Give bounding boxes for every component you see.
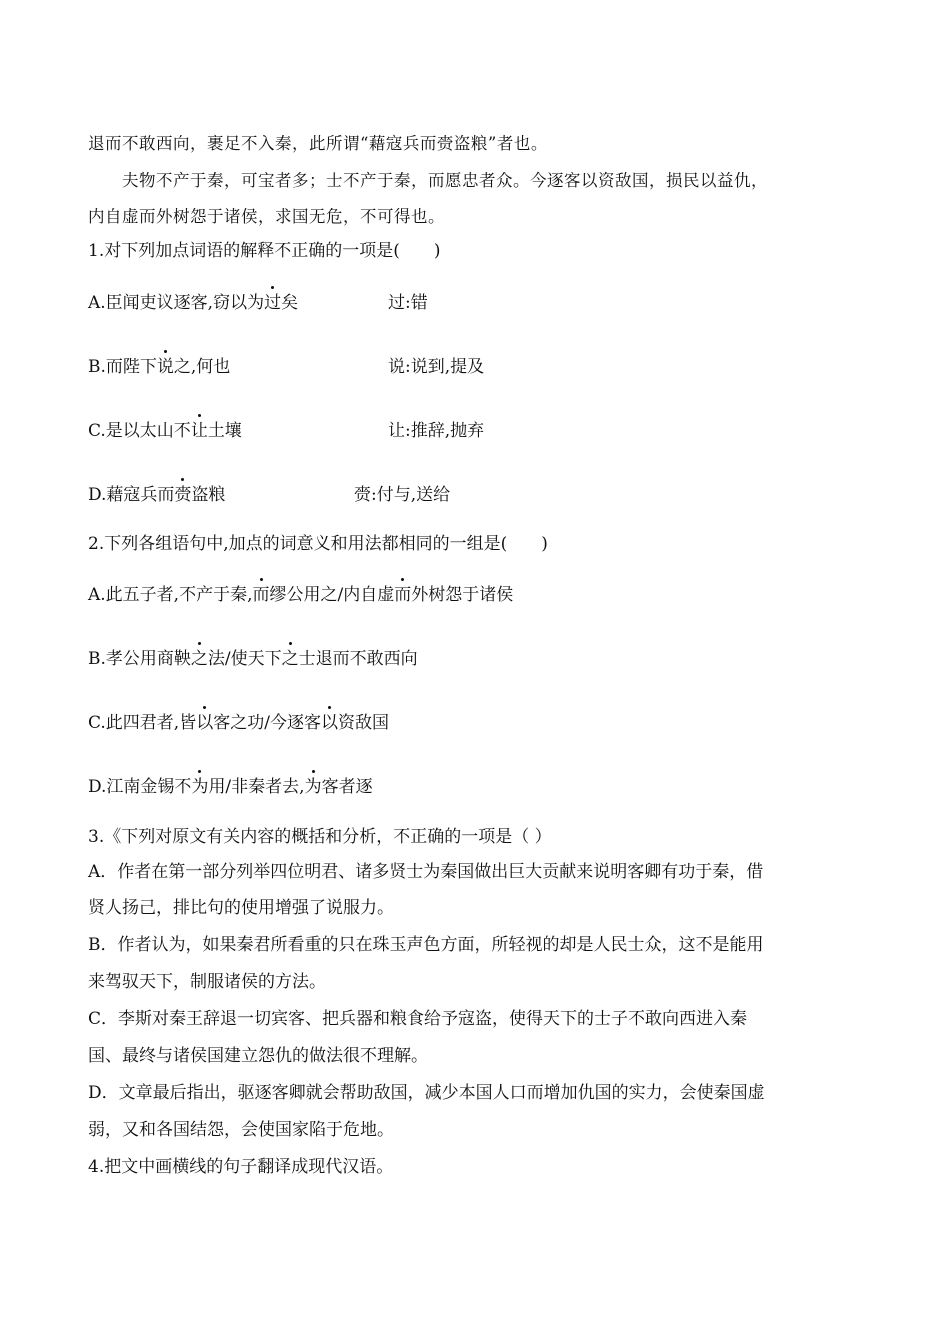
option-text: C.此四君者,皆	[88, 713, 197, 733]
q2-stem	[88, 533, 548, 555]
q1-stem	[88, 240, 441, 262]
passage-line-3: 内自虚而外树怨于诸侯，求国无危，不可得也。	[88, 207, 445, 226]
q1-option-b-gloss: 说:说到,提及	[388, 357, 485, 377]
q3-option-a-line2: 贤人扬己，排比句的使用增强了说服力。	[88, 898, 394, 918]
option-text: B.而陛下	[88, 357, 157, 377]
option-text: 资敌国	[337, 713, 389, 733]
option-text: C.是以太山不	[88, 421, 191, 441]
dotted-char: 之	[190, 649, 208, 669]
q4-stem: 4.把文中画横线的句子翻译成现代汉语。	[88, 1157, 394, 1177]
dotted-char: 以	[196, 713, 214, 733]
q3-option-a-line1: A．作者在第一部分列举四位明君、诸多贤士为秦国做出巨大贡献来说明客卿有功于秦，借	[88, 862, 764, 882]
option-text: A.此五子者,不产于秦,	[88, 585, 253, 605]
option-text: 缪公用之/内自虚	[269, 585, 395, 605]
option-text: 外树怨于诸侯	[411, 585, 514, 605]
q1-option-b	[88, 356, 230, 378]
dotted-char: 而	[394, 585, 412, 605]
dotted-char: 赍	[174, 485, 192, 505]
dotted-char: 之	[281, 649, 299, 669]
q2-stem-close: )	[541, 534, 548, 554]
option-text: D.江南金锡不	[88, 777, 192, 797]
q1-stem-text: 1.对下列加点词语的解释不正确的一项是(	[88, 241, 400, 261]
option-text: 土壤	[207, 421, 242, 441]
q2-option-b	[88, 648, 418, 670]
q1-option-a-gloss: 过:错	[388, 293, 428, 313]
q3-option-b-line1: B．作者认为，如果秦君所看重的只在珠玉声色方面，所轻视的却是人民士众，这不是能用	[88, 935, 764, 955]
dotted-char: 而	[252, 585, 270, 605]
q2-option-d	[88, 776, 373, 798]
q2-option-c	[88, 712, 389, 734]
option-text: A.臣闻吏议逐客,窃以为	[88, 293, 265, 313]
option-text: D.藉寇兵而	[88, 485, 175, 505]
dotted-char: 以	[320, 713, 338, 733]
passage-line-2: 夫物不产于秦，可宝者多；士不产于秦，而愿忠者众。今逐客以资敌国，损民以益仇，	[122, 171, 768, 190]
option-text: 法/使天下	[207, 649, 282, 669]
q1-option-c	[88, 420, 242, 442]
q1-option-d	[88, 484, 225, 506]
option-text: 士退而不敢西向	[298, 649, 418, 669]
option-text: 矣	[281, 293, 299, 313]
option-text: B.孝公用商鞅	[88, 649, 191, 669]
q3-stem: 3.《下列对原文有关内容的概括和分析，不正确的一项是（ ）	[88, 827, 552, 847]
q3-option-c-line2: 国、最终与诸侯国建立怨仇的做法很不理解。	[88, 1046, 428, 1066]
q3-option-b-line2: 来驾驭天下，制服诸侯的方法。	[88, 972, 326, 992]
q1-option-c-gloss: 让:推辞,抛弃	[388, 421, 485, 441]
q2-option-a	[88, 584, 513, 606]
q3-option-d-line1: D．文章最后指出，驱逐客卿就会帮助敌国，减少本国人口而增加仇国的实力，会使秦国虚	[88, 1083, 765, 1103]
option-text: 客之功/今逐客	[213, 713, 321, 733]
option-text: 用/非秦者去,	[208, 777, 305, 797]
option-text: 之,何也	[173, 357, 231, 377]
q3-option-d-line2: 弱，又和各国结怨，会使国家陷于危地。	[88, 1120, 394, 1140]
dotted-char: 过	[264, 293, 282, 313]
dotted-char: 说	[156, 357, 174, 377]
q2-stem-text: 2.下列各组语句中,加点的词意义和用法都相同的一组是(	[88, 534, 508, 554]
option-text: 盗粮	[191, 485, 226, 505]
dotted-char: 为	[304, 777, 322, 797]
option-text: 客者逐	[321, 777, 373, 797]
q1-option-a	[88, 292, 298, 314]
passage-line-1: 退而不敢西向，裹足不入秦，此所谓“藉寇兵而赍盗粮”者也。	[88, 134, 548, 153]
q3-option-c-line1: C．李斯对秦王辞退一切宾客、把兵器和粮食给予寇盗，使得天下的士子不敢向西进入秦	[88, 1009, 748, 1029]
q1-option-d-gloss: 赍:付与,送给	[354, 485, 451, 505]
q1-stem-close: )	[433, 241, 441, 261]
dotted-char: 让	[190, 421, 208, 441]
dotted-char: 为	[191, 777, 209, 797]
